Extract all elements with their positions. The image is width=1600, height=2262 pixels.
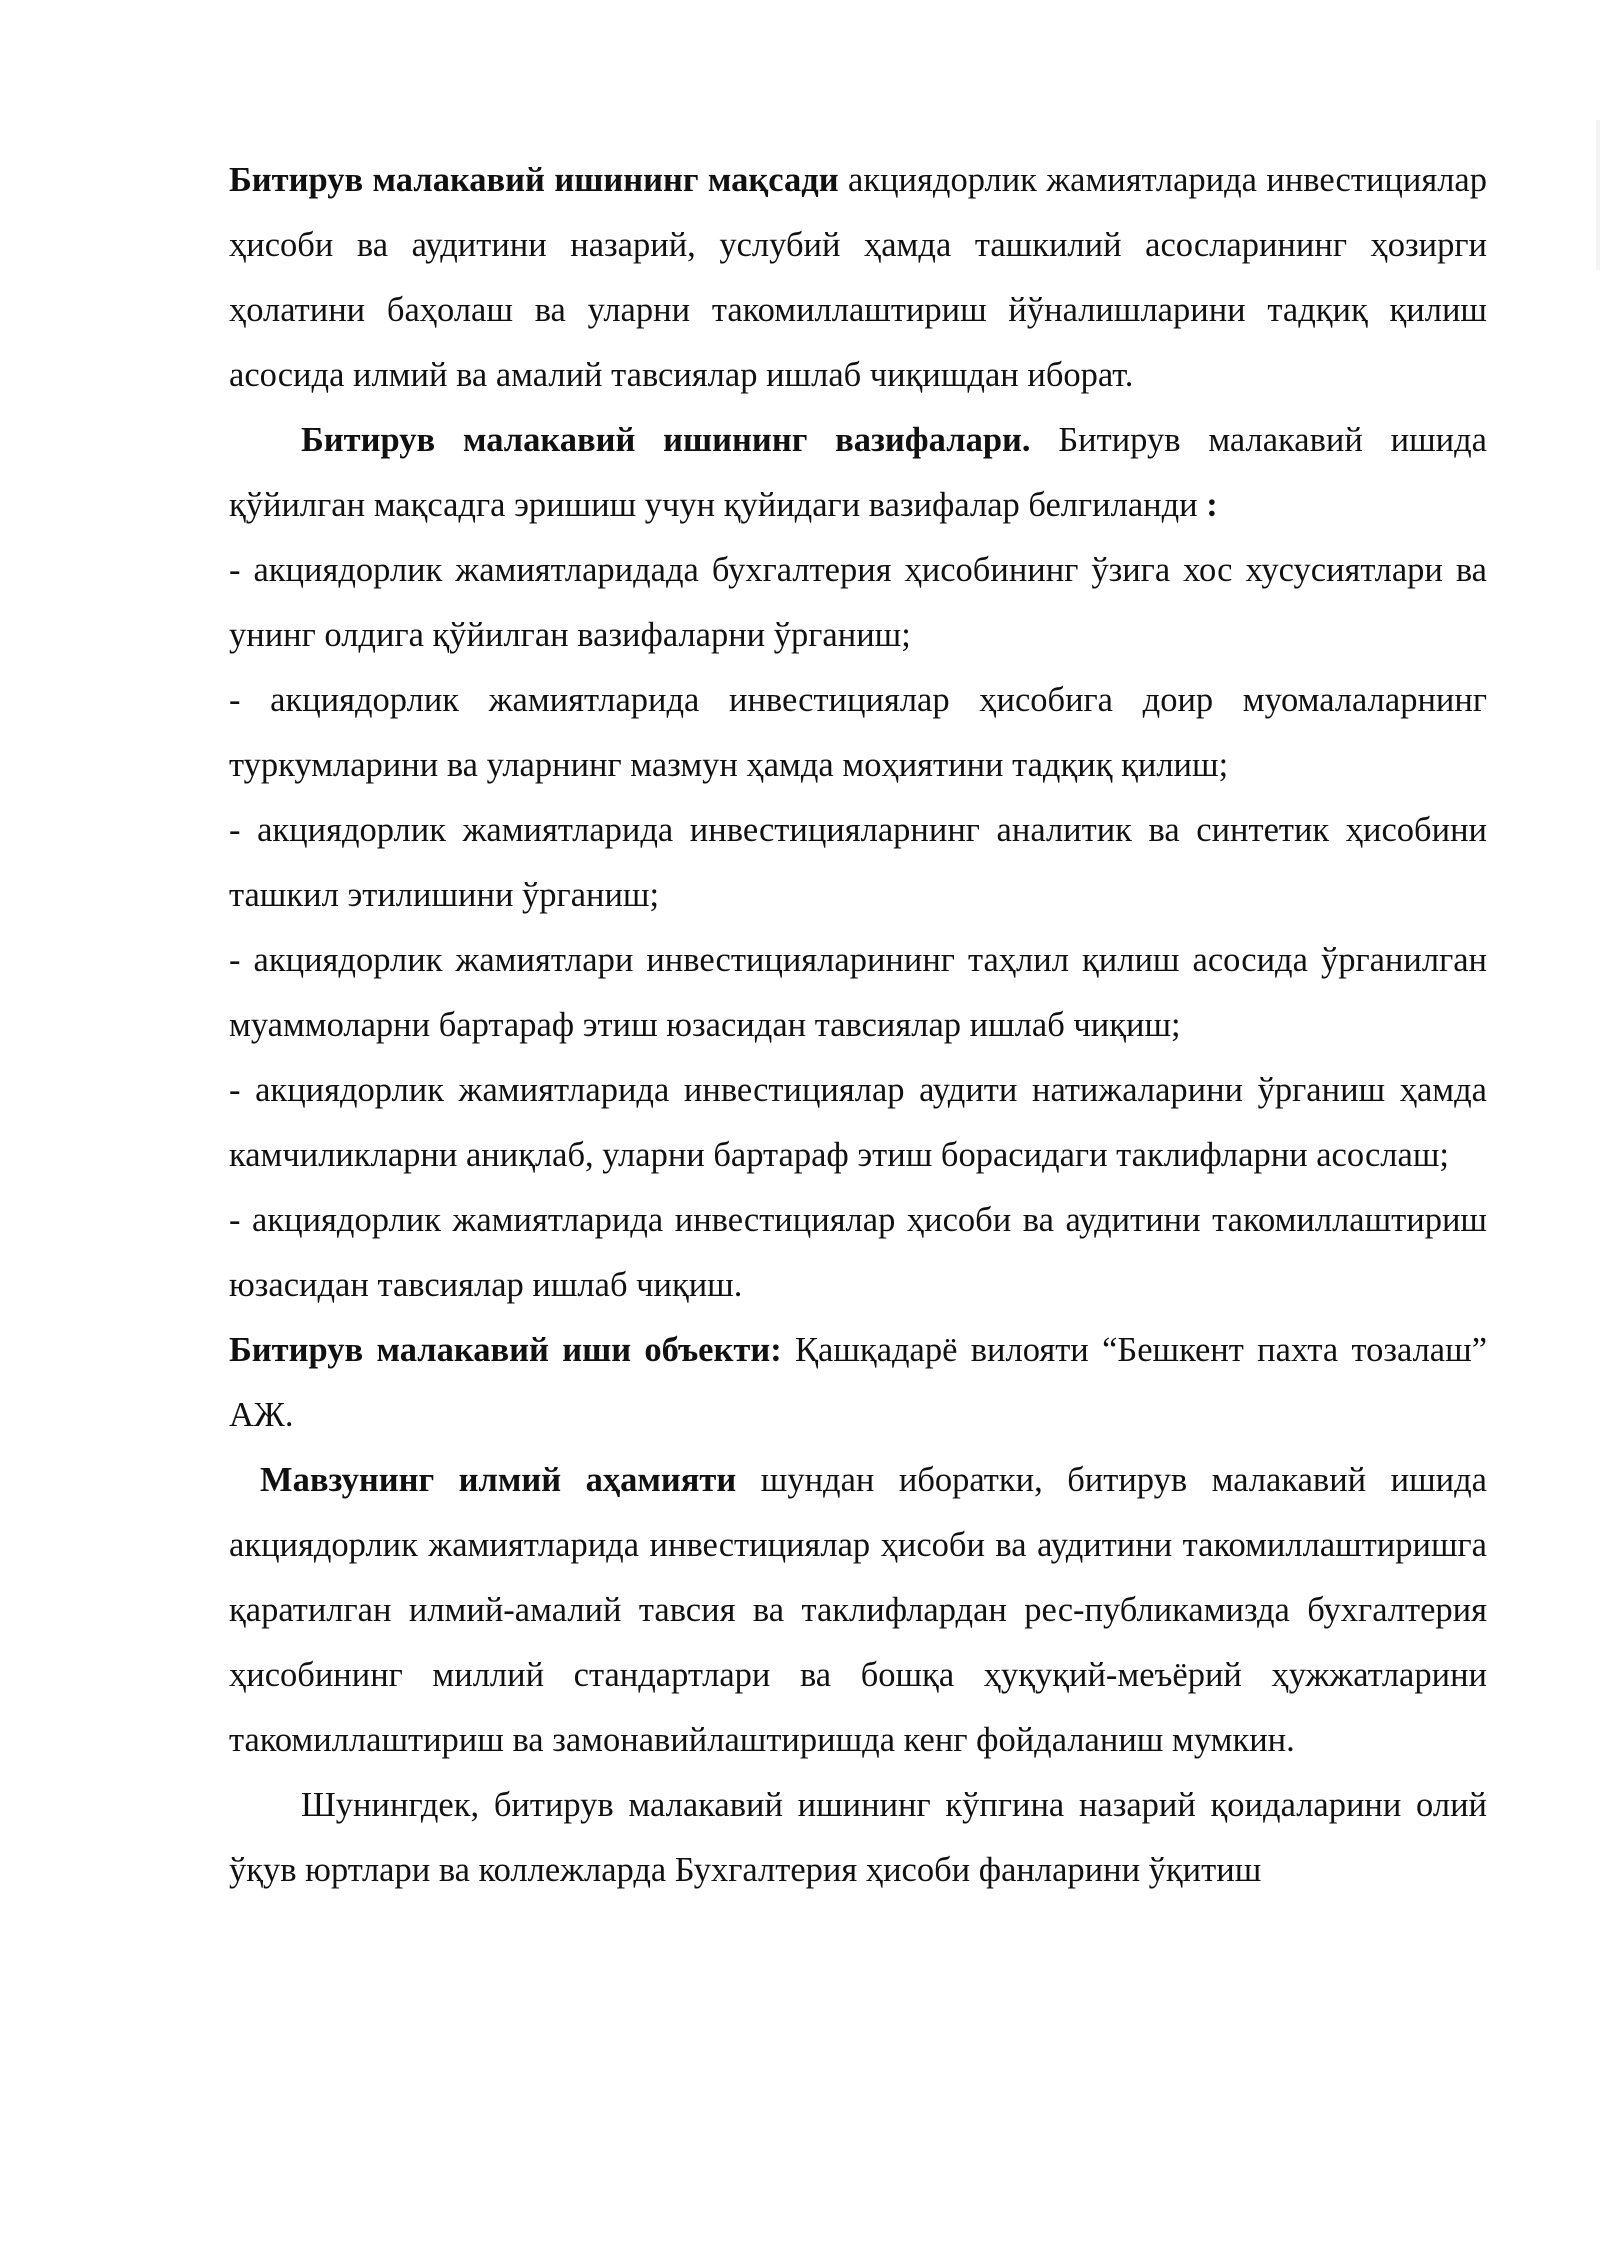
document-body (229, 148, 1487, 1903)
goal-heading: Битирув малакавий ишининг мақсади (229, 161, 839, 199)
task-item: - акциядорлик жамиятлари инвестицияларининг таҳлил қилиш асосида ўрганилган муаммоларни бартараф этиш юзасидан тавсиялар ишлаб чиқиш; (229, 941, 1487, 1044)
task-item: - акциядорлик жамиятларида инвестициялар ҳисобига доир муомалаларнинг туркумларини ва уларнинг мазмун ҳамда моҳиятини тадқиқ қилиш; (229, 681, 1487, 784)
tasks-heading: Битирув малакавий ишининг вазифалари. (301, 421, 1031, 459)
closing-paragraph: Шунингдек, битирув малакавий ишининг кўпгина назарий қоидаларини олий ўқув юртлари ва коллежларда Бухгалтерия ҳисоби фанларини ўқитиш (229, 1786, 1487, 1889)
task-item: - акциядорлик жамиятларида инвестициялар ҳисоби ва аудитини такомиллаштириш юзасидан тавсиялар ишлаб чиқиш. (229, 1201, 1487, 1304)
object-text: Қашқадарё вилояти “Бешкент пахта тозалаш” АЖ. (229, 1331, 1488, 1434)
tasks-intro-paragraph (229, 408, 1487, 538)
significance-text: шундан иборатки, битирув малакавий ишида акциядорлик жамиятларида инвестициялар ҳисоби ва аудитини такомиллаштиришга қаратилган илмий-амалий тавсия ва таклифлардан рес-публикамизда бухгалтерия ҳисобининг миллий стандартлари ва бошқа ҳуқуқий-меъёрий ҳужжатларини такомиллаштириш ва замонавийлаштиришда кенг фойдаланиш мумкин. (229, 1461, 1487, 1759)
tasks-intro-text: Битирув малакавий ишида қўйилган мақсадга эришиш учун қуйидаги вазифалар белгиланди (229, 421, 1487, 524)
page-edge-shadow (1596, 120, 1600, 270)
task-item: - акциядорлик жамиятларидада бухгалтерия ҳисобининг ўзига хос хусусиятлари ва унинг олдига қўйилган вазифаларни ўрганиш; (229, 551, 1487, 654)
object-heading: Битирув малакавий иши объекти: (229, 1331, 782, 1369)
significance-paragraph (229, 1448, 1487, 1773)
object-paragraph (229, 1318, 1487, 1448)
goal-paragraph (229, 148, 1487, 408)
significance-heading: Мавзунинг илмий аҳамияти (260, 1461, 737, 1499)
goal-text: акциядорлик жамиятларида инвестициялар ҳисоби ва аудитини назарий, услубий ҳамда ташкилий асосларининг ҳозирги ҳолатини баҳолаш ва уларни такомиллаштириш йўналишларини тадқиқ қилиш асосида илмий ва амалий тавсиялар ишлаб чиқишдан иборат. (229, 161, 1487, 394)
task-item: - акциядорлик жамиятларида инвестициялар аудити натижаларини ўрганиш ҳамда камчиликларни аниқлаб, уларни бартараф этиш борасидаги таклифларни асослаш; (229, 1071, 1487, 1174)
tasks-intro-colon: : (1206, 486, 1218, 524)
task-item: - акциядорлик жамиятларида инвестицияларнинг аналитик ва синтетик ҳисобини ташкил этилишини ўрганиш; (229, 811, 1487, 914)
